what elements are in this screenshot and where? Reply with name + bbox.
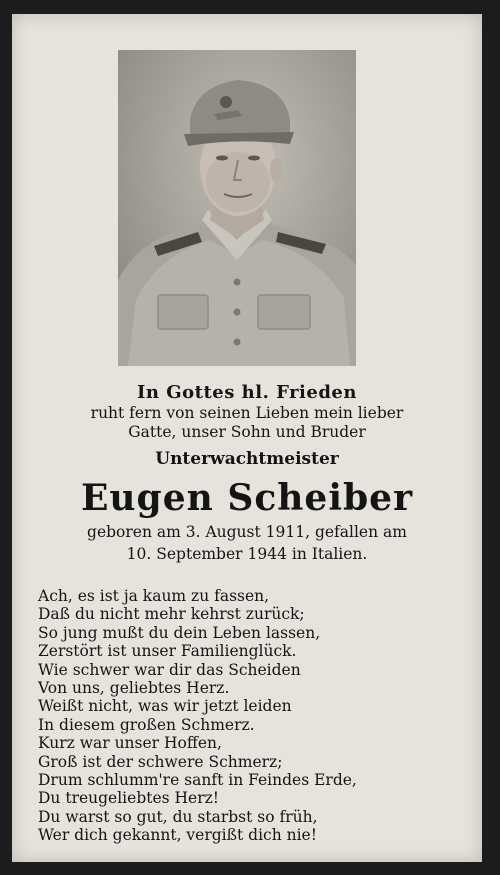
poem-line: Drum schlumm're sanft in Feindes Erde, <box>38 771 357 790</box>
poem-line: Daß du nicht mehr kehrst zurück; <box>38 605 305 624</box>
poem-line: Du treugeliebtes Herz! <box>38 789 220 808</box>
poem-line: Zerstört ist unser Familienglück. <box>38 642 297 661</box>
obituary-text <box>12 382 482 564</box>
soldier-portrait-image <box>118 50 356 366</box>
portrait-photo <box>118 50 356 366</box>
poem-line: Wie schwer war dir das Scheiden <box>38 660 301 679</box>
poem-line: Du warst so gut, du starbst so früh, <box>38 807 318 826</box>
poem-line: In diesem großen Schmerz. <box>38 715 255 734</box>
poem-line: Groß ist der schwere Schmerz; <box>38 752 283 771</box>
intro-line-2: Gatte, unser Sohn und Bruder <box>128 423 366 441</box>
memorial-poem <box>38 587 468 845</box>
dates-line-2: 10. September 1944 in Italien. <box>126 545 368 563</box>
memorial-card <box>12 14 482 862</box>
heading-text: In Gottes hl. Frieden <box>137 382 357 403</box>
dates-line-1: geboren am 3. August 1911, gefallen am <box>87 523 407 541</box>
poem-line: Kurz war unser Hoffen, <box>38 734 222 753</box>
poem-line: Weißt nicht, was wir jetzt leiden <box>38 697 292 716</box>
poem-line: Ach, es ist ja kaum zu fassen, <box>38 587 270 605</box>
poem-line: Von uns, geliebtes Herz. <box>38 679 230 698</box>
rank-title: Unterwachtmeister <box>155 449 339 469</box>
poem-line: Wer dich gekannt, vergißt dich nie! <box>38 826 317 845</box>
poem-line: So jung mußt du dein Leben lassen, <box>38 623 321 642</box>
intro-line-1: ruht fern von seinen Lieben mein lieber <box>90 404 404 422</box>
deceased-name: Eugen Scheiber <box>80 477 414 519</box>
